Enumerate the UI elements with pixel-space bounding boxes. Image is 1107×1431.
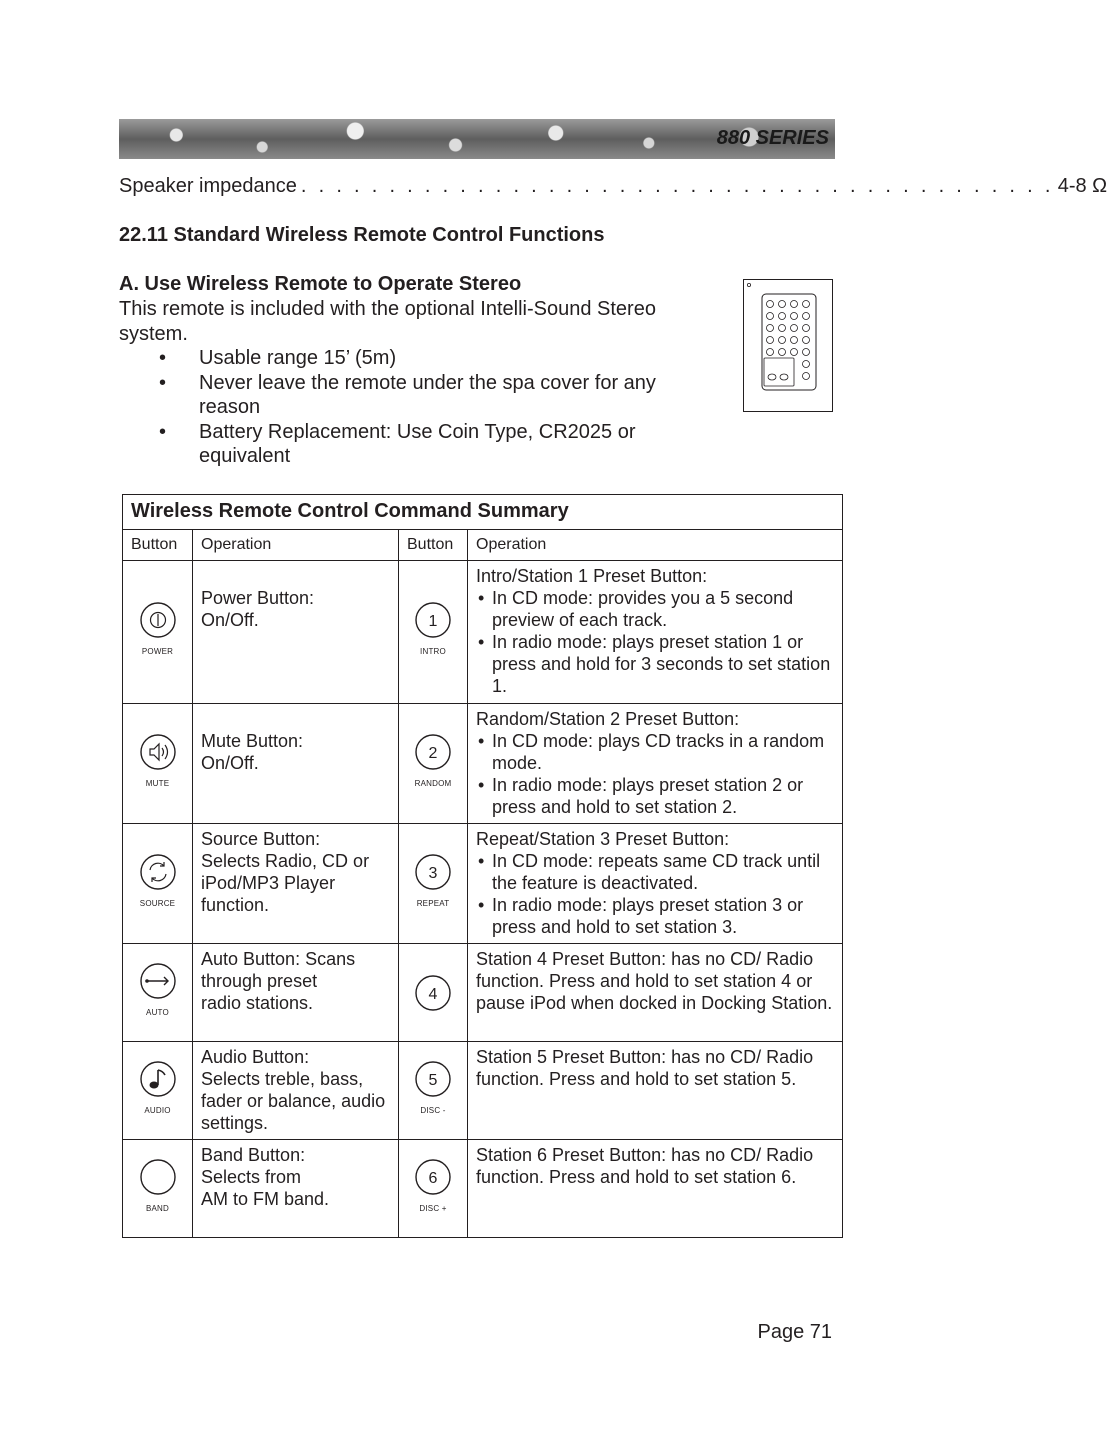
operation-title: Random/Station 2 Preset Button: — [476, 709, 740, 729]
preset-5-button-cell — [399, 1042, 468, 1140]
number-3-icon — [414, 853, 452, 891]
operation-list — [476, 587, 834, 697]
bullet-item: • Battery Replacement: Use Coin Type, CR2025 or equivalent — [159, 420, 636, 467]
operation-text: Station 6 Preset Button: has no CD/ Radio function. Press and hold to set station 6. — [468, 1140, 843, 1238]
list-item: • In radio mode: plays preset station 3 or press and hold to set station 3. — [478, 895, 804, 937]
series-title: 880 SERIES — [716, 127, 829, 149]
button-caption: AUDIO — [144, 1105, 171, 1115]
column-header: Operation — [193, 530, 399, 561]
preset-4-button-cell — [399, 944, 468, 1042]
operation-text — [468, 704, 843, 824]
button-number: 2 — [428, 744, 438, 762]
button-number: 6 — [428, 1169, 438, 1187]
power-icon — [139, 601, 177, 639]
section-title: 22.11 Standard Wireless Remote Control Functions — [119, 224, 605, 246]
button-caption: DISC + — [419, 1203, 447, 1213]
button-caption: RANDOM — [414, 778, 452, 788]
table-header-row — [123, 530, 843, 561]
auto-button-cell — [123, 944, 193, 1042]
preset-3-button-cell — [399, 824, 468, 944]
column-header: Button — [123, 530, 193, 561]
button-caption: AUTO — [146, 1007, 169, 1017]
operation-text: Source Button: Selects Radio, CD or iPod/MP3 Player function. — [193, 824, 399, 944]
list-item: • In CD mode: repeats same CD track until the feature is deactivated. — [478, 851, 821, 893]
number-1-icon — [414, 601, 452, 639]
preset-2-button-cell — [399, 704, 468, 824]
operation-text: Auto Button: Scans through preset radio stations. — [193, 944, 399, 1042]
operation-text: Station 4 Preset Button: has no CD/ Radio function. Press and hold to set station 4 or pause iPod when docked in Docking Station. — [468, 944, 843, 1042]
spec-speaker-impedance — [119, 175, 1107, 198]
list-item: • In CD mode: provides you a 5 second preview of each track. — [478, 588, 794, 630]
button-caption: BAND — [145, 1203, 170, 1213]
band-icon — [139, 1158, 177, 1196]
button-number: 5 — [428, 1071, 438, 1089]
button-caption: INTRO — [420, 647, 446, 656]
operation-text — [468, 824, 843, 944]
button-number: 4 — [428, 985, 438, 1003]
band-button-cell — [123, 1140, 193, 1238]
remote-icon — [744, 280, 832, 411]
list-item: • In radio mode: plays preset station 1 or press and hold for 3 seconds to set station 1. — [478, 632, 831, 696]
operation-text: Audio Button: Selects treble, bass, fader or balance, audio settings. — [193, 1042, 399, 1140]
audio-button-cell — [123, 1042, 193, 1140]
operation-text: Mute Button: On/Off. — [193, 704, 399, 824]
page-number: Page 71 — [757, 1321, 832, 1343]
operation-text: Station 5 Preset Button: has no CD/ Radio function. Press and hold to set station 5. — [468, 1042, 843, 1140]
usage-bullet-list — [119, 346, 719, 469]
command-summary-table — [122, 494, 843, 1238]
music-note-icon — [139, 1060, 177, 1098]
preset-1-button-cell — [399, 561, 468, 704]
table-row — [123, 824, 843, 944]
column-header: Operation — [468, 530, 843, 561]
number-6-icon — [414, 1158, 452, 1196]
list-item: • In radio mode: plays preset station 2 or press and hold to set station 2. — [478, 775, 804, 817]
subsection-title: A. Use Wireless Remote to Operate Stereo — [119, 273, 522, 295]
auto-arrow-icon — [139, 962, 177, 1000]
table-row — [123, 561, 843, 704]
column-header: Button — [399, 530, 468, 561]
spec-label: Speaker impedance — [119, 175, 297, 197]
mute-button-cell — [123, 704, 193, 824]
operation-title: Intro/Station 1 Preset Button: — [476, 566, 708, 586]
table-row — [123, 704, 843, 824]
button-caption: SOURCE — [139, 898, 176, 908]
operation-text — [468, 561, 843, 704]
bullet-item: • Usable range 15’ (5m) — [159, 347, 397, 369]
source-button-cell — [123, 824, 193, 944]
source-icon — [139, 853, 177, 891]
button-caption: DISC - — [420, 1105, 446, 1115]
button-caption: POWER — [141, 647, 174, 656]
button-caption: MUTE — [145, 778, 170, 788]
button-caption: REPEAT — [416, 898, 450, 908]
operation-title: Repeat/Station 3 Preset Button: — [476, 829, 730, 849]
remote-control-illustration — [743, 279, 833, 412]
operation-text: Power Button: On/Off. — [193, 561, 399, 704]
table-row — [123, 1042, 843, 1140]
table-row — [123, 1140, 843, 1238]
button-number: 1 — [428, 613, 438, 630]
mute-icon — [139, 733, 177, 771]
header-banner — [119, 119, 835, 159]
preset-6-button-cell — [399, 1140, 468, 1238]
button-number: 3 — [428, 864, 438, 882]
power-button-cell — [123, 561, 193, 704]
table-title: Wireless Remote Control Command Summary — [123, 495, 843, 530]
operation-list — [476, 730, 834, 818]
number-4-icon — [414, 974, 452, 1012]
spec-value: 4-8 Ω — [1057, 175, 1107, 197]
intro-paragraph: This remote is included with the optional Intelli-Sound Stereo system. — [119, 298, 656, 345]
number-2-icon — [414, 733, 452, 771]
spec-leader-dots: . . . . . . . . . . . . . . . . . . . . . . . . . . . . . . . . . . . . . . . . . . . — [300, 175, 1054, 197]
number-5-icon — [414, 1060, 452, 1098]
table-row — [123, 944, 843, 1042]
operation-list — [476, 850, 834, 938]
operation-text: Band Button: Selects from AM to FM band. — [193, 1140, 399, 1238]
bullet-item: • Never leave the remote under the spa cover for any reason — [159, 371, 656, 418]
list-item: • In CD mode: plays CD tracks in a random mode. — [478, 731, 825, 773]
